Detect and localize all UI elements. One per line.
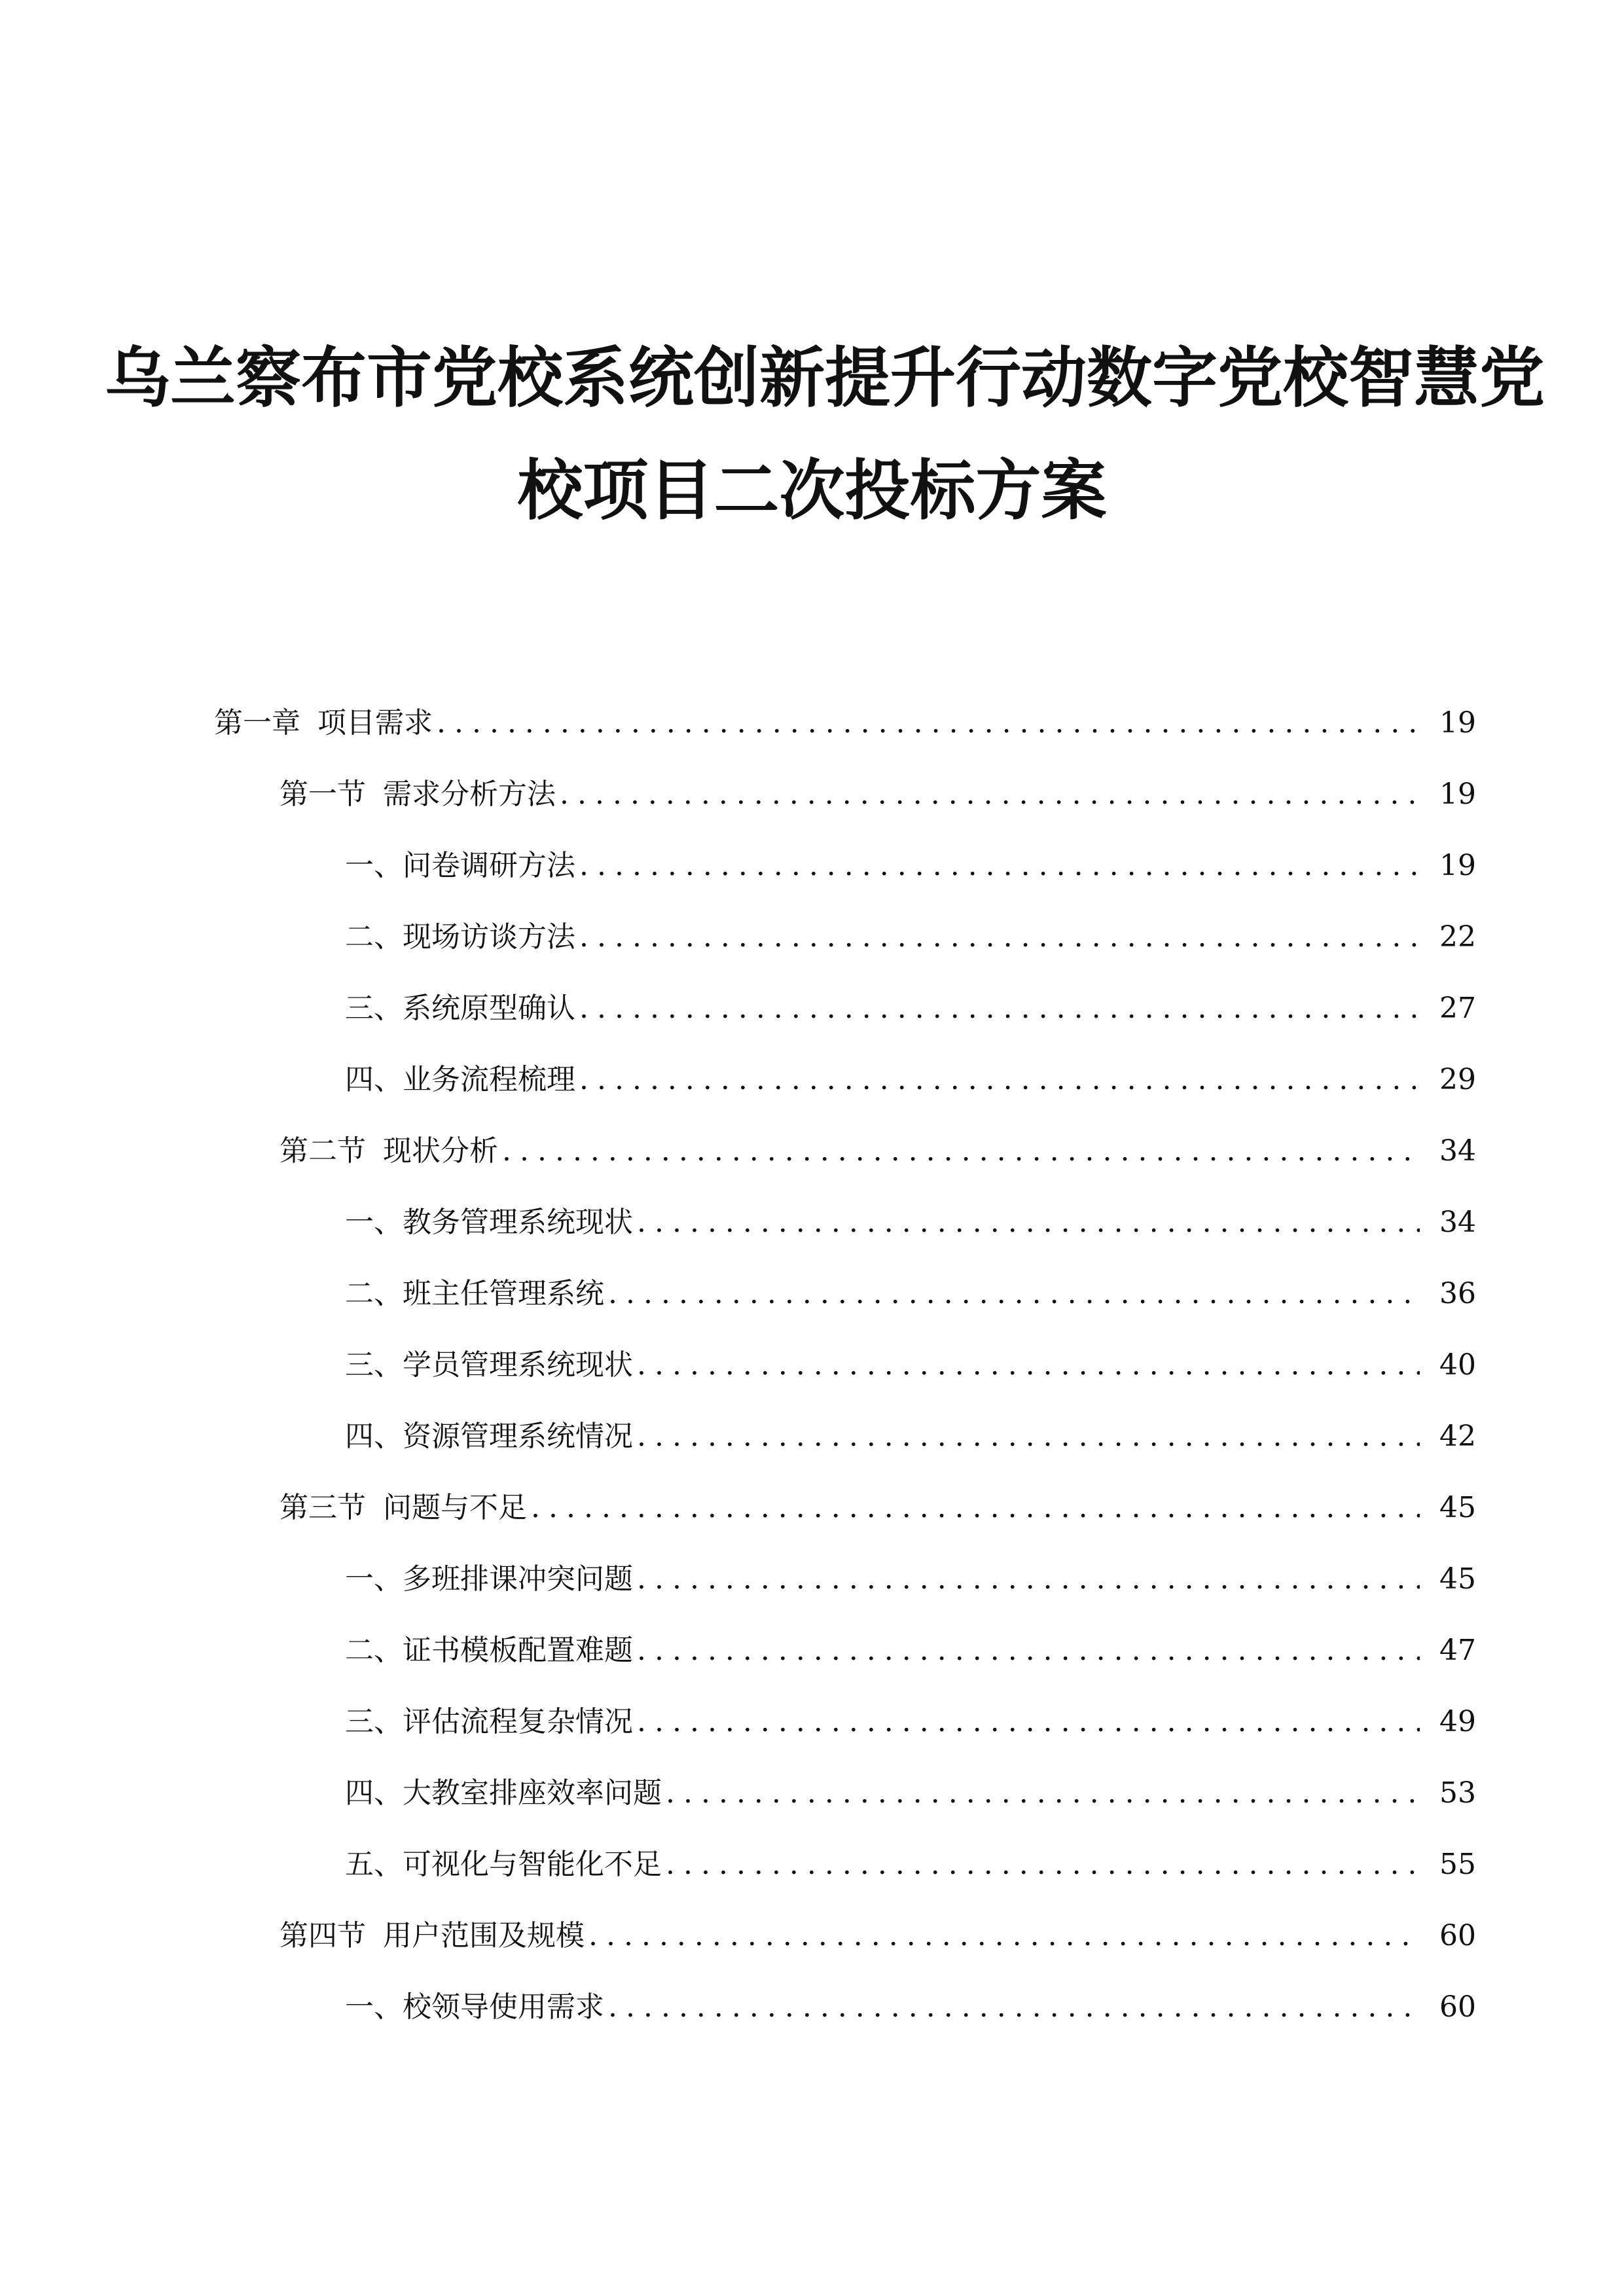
toc-entry-number: 二、 [345,920,403,954]
toc-entry-page: 19 [1439,849,1476,882]
toc-entry[interactable] [280,772,1476,817]
toc-entry-number: 三、 [345,1705,403,1738]
toc-entry-label: 系统原型确认 [403,992,575,1025]
toc-entry-number: 四、 [345,1063,403,1096]
toc-entry[interactable] [345,1057,1476,1103]
toc-dot-leader [560,772,1420,817]
toc-entry-label: 问题与不足 [383,1491,527,1524]
toc-entry-page: 49 [1439,1705,1476,1738]
toc-entry-label: 资源管理系统情况 [403,1420,633,1453]
toc-entry-page: 27 [1439,992,1476,1025]
toc-entry-page: 47 [1439,1634,1476,1667]
toc-dot-leader [608,1984,1420,2030]
toc-entry-number: 一、 [345,1990,403,2024]
toc-dot-leader [666,1770,1420,1816]
toc-entry-number: 五、 [345,1848,403,1881]
toc-dot-leader [437,700,1420,746]
toc-dot-leader [579,1057,1420,1103]
toc-entry-number: 二、 [345,1634,403,1667]
toc-entry-page: 60 [1439,1919,1476,1952]
toc-entry-number: 一、 [345,1206,403,1239]
toc-dot-leader [608,1271,1420,1317]
toc-entry-label: 现场访谈方法 [403,920,575,954]
toc-entry[interactable] [345,1556,1476,1602]
toc-entry-label: 多班排课冲突问题 [403,1562,633,1596]
toc-entry[interactable] [280,1485,1476,1531]
toc-entry-label: 校领导使用需求 [403,1990,604,2024]
toc-entry-page: 19 [1439,778,1476,811]
toc-entry-number: 第三节 [280,1491,366,1524]
toc-dot-leader [637,1414,1420,1460]
toc-entry[interactable] [345,843,1476,889]
toc-entry-label: 现状分析 [383,1134,498,1168]
toc-entry-page: 34 [1439,1134,1476,1168]
toc-entry-page: 45 [1439,1562,1476,1596]
toc-dot-leader [666,1842,1420,1888]
toc-dot-leader [637,1200,1420,1246]
toc-entry[interactable] [280,1913,1476,1959]
toc-entry[interactable] [345,1200,1476,1246]
toc-entry[interactable] [345,1342,1476,1388]
toc-entry[interactable] [345,1842,1476,1888]
toc-entry[interactable] [345,1770,1476,1816]
document-title-line-2: 校项目二次投标方案 [517,452,1107,529]
toc-entry-label: 业务流程梳理 [403,1063,575,1096]
toc-dot-leader [531,1485,1420,1531]
toc-entry-page: 22 [1439,920,1476,954]
toc-entry-number: 三、 [345,1348,403,1382]
toc-entry[interactable] [345,1271,1476,1317]
toc-entry[interactable] [345,1414,1476,1460]
toc-dot-leader [588,1913,1420,1959]
toc-entry-page: 45 [1439,1491,1476,1524]
document-title-line-1: 乌兰察布市党校系统创新提升行动数字党校智慧党 [105,340,1545,416]
toc-entry-label: 问卷调研方法 [403,849,575,882]
toc-entry-label: 证书模板配置难题 [403,1634,633,1667]
toc-dot-leader [579,914,1420,960]
toc-dot-leader [579,986,1420,1031]
toc-entry-label: 需求分析方法 [383,778,556,811]
toc-entry-label: 大教室排座效率问题 [403,1776,662,1810]
toc-entry-page: 34 [1439,1206,1476,1239]
toc-entry-page: 42 [1439,1420,1476,1453]
toc-entry-label: 项目需求 [317,706,433,740]
toc-dot-leader [637,1342,1420,1388]
toc-entry-number: 二、 [345,1277,403,1310]
toc-entry-page: 60 [1439,1990,1476,2024]
toc-entry[interactable] [345,1628,1476,1674]
toc-entry-number: 第四节 [280,1919,366,1952]
toc-entry[interactable] [345,1699,1476,1745]
toc-entry-label: 班主任管理系统 [403,1277,604,1310]
toc-entry-label: 可视化与智能化不足 [403,1848,662,1881]
toc-entry-number: 四、 [345,1420,403,1453]
toc-dot-leader [502,1128,1420,1174]
toc-entry-number: 一、 [345,849,403,882]
toc-entry[interactable] [345,986,1476,1031]
toc-dot-leader [637,1699,1420,1745]
toc-entry[interactable] [280,1128,1476,1174]
toc-entry-page: 40 [1439,1348,1476,1382]
toc-entry-number: 一、 [345,1562,403,1596]
toc-entry-number: 四、 [345,1776,403,1810]
toc-entry-number: 三、 [345,992,403,1025]
toc-entry-label: 评估流程复杂情况 [403,1705,633,1738]
toc-entry-label: 用户范围及规模 [383,1919,585,1952]
toc-entry-label: 教务管理系统现状 [403,1206,633,1239]
toc-entry-page: 19 [1439,706,1476,740]
toc-entry-number: 第一节 [280,778,366,811]
toc-entry[interactable] [345,1984,1476,2030]
toc-entry-label: 学员管理系统现状 [403,1348,633,1382]
toc-dot-leader [637,1556,1420,1602]
toc-entry-number: 第一章 [214,706,300,740]
toc-entry[interactable] [345,914,1476,960]
toc-entry-page: 36 [1439,1277,1476,1310]
toc-entry-page: 55 [1439,1848,1476,1881]
toc-entry-number: 第二节 [280,1134,366,1168]
toc-entry-page: 29 [1439,1063,1476,1096]
toc-dot-leader [579,843,1420,889]
toc-entry[interactable] [214,700,1476,746]
toc-dot-leader [637,1628,1420,1674]
toc-entry-page: 53 [1439,1776,1476,1810]
